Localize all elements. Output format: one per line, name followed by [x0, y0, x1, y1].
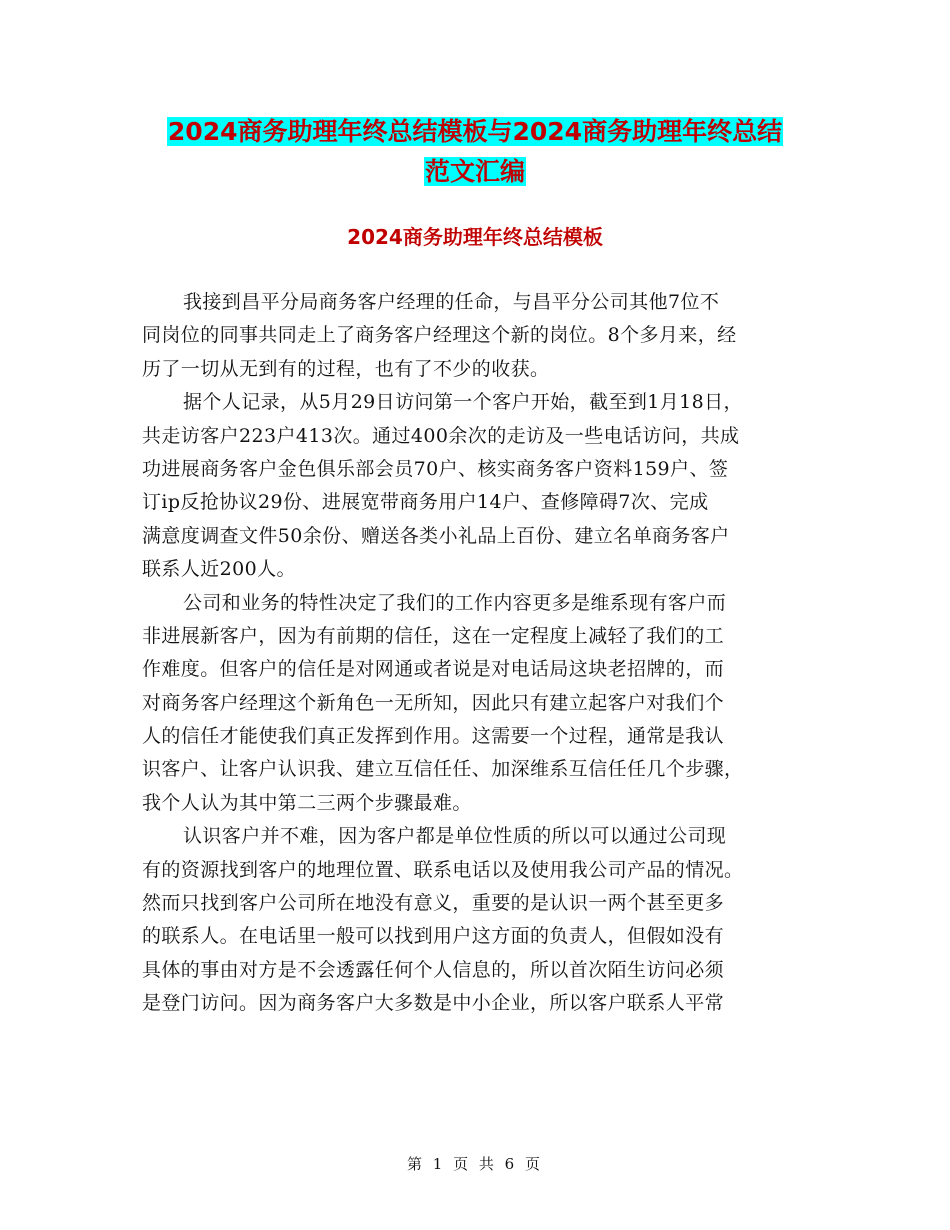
- paragraph-line: 同岗位的同事共同走上了商务客户经理这个新的岗位。8个多月来，经: [142, 324, 737, 347]
- document-title-line-2: 范文汇编: [424, 157, 525, 186]
- paragraph-line: 功进展商务客户金色俱乐部会员70户、核实商务客户资料159户、签: [142, 457, 729, 480]
- paragraph-line: 然而只找到客户公司所在地没有意义，重要的是认识一两个甚至更多: [142, 892, 725, 915]
- section-title: 2024商务助理年终总结模板: [347, 225, 603, 249]
- document-title: [0, 112, 950, 192]
- paragraph-line: 公司和业务的特性决定了我们的工作内容更多是维系现有客户而: [183, 591, 727, 614]
- paragraph-line: 认识客户并不难，因为客户都是单位性质的所以可以通过公司现: [183, 825, 727, 848]
- paragraph-line: 作难度。但客户的信任是对网通或者说是对电话局这块老招牌的，而: [142, 658, 725, 681]
- paragraph-line: 的联系人。在电话里一般可以找到用户这方面的负责人，但假如没有: [142, 925, 725, 948]
- paragraph-1: [142, 286, 832, 386]
- body-text: [142, 286, 832, 1021]
- paragraph-line: 识客户、让客户认识我、建立互信任任、加深维系互信任任几个步骤，: [142, 758, 744, 781]
- paragraph-line: 有的资源找到客户的地理位置、联系电话以及使用我公司产品的情况。: [142, 858, 744, 881]
- paragraph-line: 我接到昌平分局商务客户经理的任命，与昌平分公司其他7位不: [183, 291, 720, 313]
- page-footer: 第 1 页 共 6 页: [407, 1155, 543, 1173]
- paragraph-line: 据个人记录，从5月29日访问第一个客户开始，截至到1月18日，: [183, 391, 743, 414]
- paragraph-line: 历了一切从无到有的过程，也有了不少的收获。: [142, 357, 550, 380]
- paragraph-line: 订ip反抢协议29份、进展宽带商务用户14户、查修障碍7次、完成: [142, 491, 709, 514]
- paragraph-2: [142, 386, 832, 586]
- paragraph-line: 具体的事由对方是不会透露任何个人信息的，所以首次陌生访问必须: [142, 958, 725, 981]
- paragraph-4: [142, 820, 832, 1020]
- paragraph-line: 非进展新客户，因为有前期的信任，这在一定程度上减轻了我们的工: [142, 624, 725, 647]
- paragraph-line: 满意度调查文件50余份、赠送各类小礼品上百份、建立名单商务客户: [142, 524, 730, 547]
- paragraph-line: 人的信任才能使我们真正发挥到作用。这需要一个过程，通常是我认: [142, 725, 725, 748]
- paragraph-3: [142, 587, 832, 821]
- paragraph-line: 对商务客户经理这个新角色一无所知，因此只有建立起客户对我们个: [142, 691, 725, 714]
- document-title-line-1: 2024商务助理年终总结模板与2024商务助理年终总结: [167, 117, 783, 146]
- paragraph-line: 联系人近200人。: [142, 558, 296, 581]
- paragraph-line: 我个人认为其中第二三两个步骤最难。: [142, 791, 472, 814]
- paragraph-line: 是登门访问。因为商务客户大多数是中小企业，所以客户联系人平常: [142, 992, 725, 1015]
- paragraph-line: 共走访客户223户413次。通过400余次的走访及一些电话访问，共成: [142, 424, 740, 447]
